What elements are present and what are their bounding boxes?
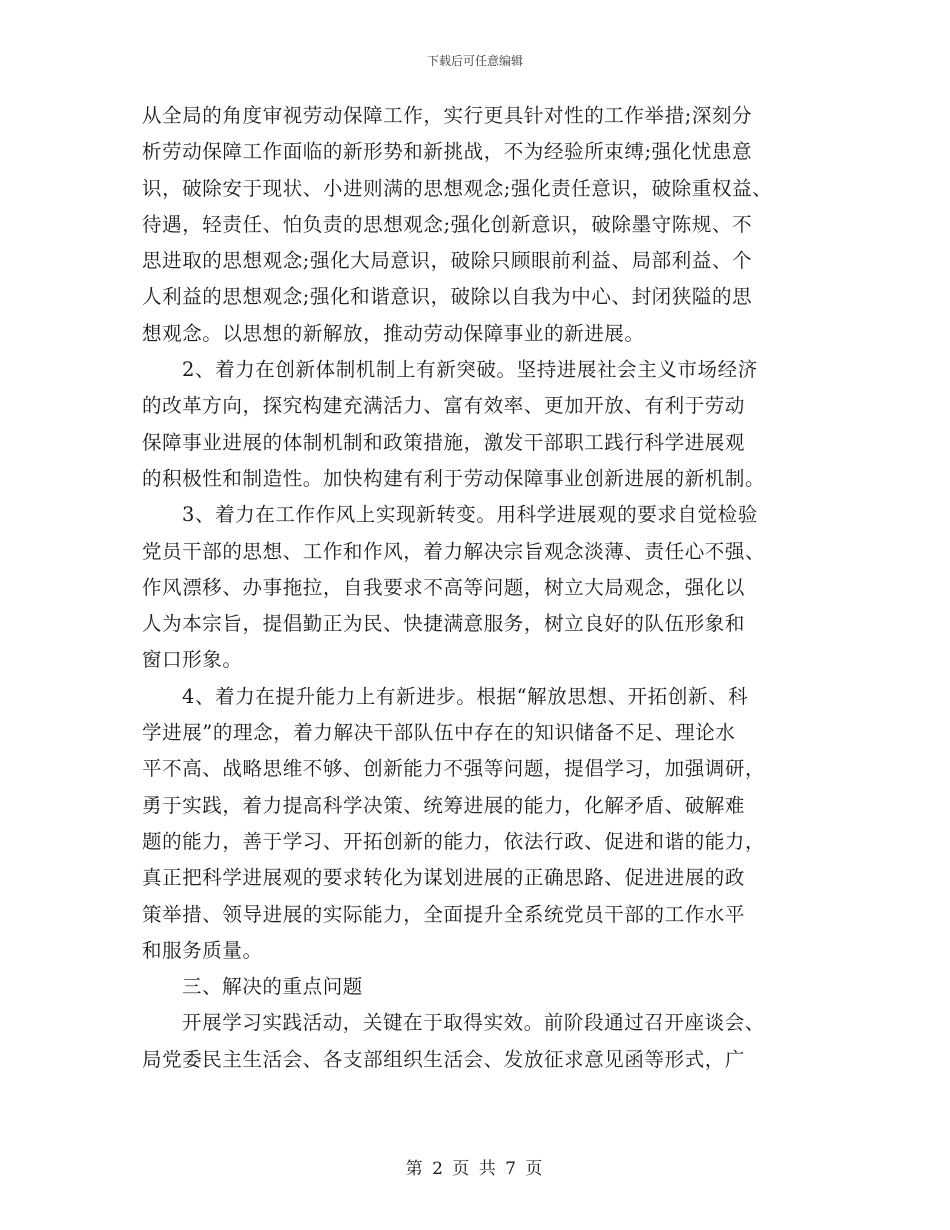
text-line: 窗口形象。 [142,648,243,672]
text-line: 作风漂移、办事拖拉，自我要求不高等问题，树立大局观念，强化以 [142,575,746,599]
text-line: 待遇，轻责任、怕负责的思想观念;强化创新意识，破除墨守陈规、不 [142,212,753,236]
text-line: 人利益的思想观念;强化和谐意识，破除以自我为中心、封闭狭隘的思 [142,285,753,309]
text-line: 策举措、领导进展的实际能力，全面提升全系统党员干部的工作水平 [142,902,746,926]
text-line: 人为本宗旨，提倡勤正为民、快捷满意服务，树立良好的队伍形象和 [142,612,746,636]
text-line: 三、解决的重点问题 [182,975,363,999]
text-line: 题的能力，善于学习、开拓创新的能力，依法行政、促进和谐的能力， [142,829,766,853]
text-line: 的积极性和制造性。加快构建有利于劳动保障事业创新进展的新机制。 [142,466,766,490]
text-line: 析劳动保障工作面临的新形势和新挑战，不为经验所束缚;强化忧患意 [142,140,753,164]
text-line: 保障事业进展的体制机制和政策措施，激发干部职工践行科学进展观 [142,430,746,454]
text-line: 勇于实践，着力提高科学决策、统筹进展的能力，化解矛盾、破解难 [142,793,746,817]
text-line: 和服务质量。 [142,938,263,962]
text-line: 真正把科学进展观的要求转化为谋划进展的正确思路、促进进展的政 [142,866,746,890]
text-line: 平不高、战略思维不够、创新能力不强等问题，提倡学习，加强调研， [142,757,766,781]
document-body [142,98,822,1078]
text-line: 想观念。以思想的新解放，推动劳动保障事业的新进展。 [142,321,645,345]
text-line: 识，破除安于现状、小进则满的思想观念;强化责任意识，破除重权益、 [142,176,773,200]
text-line: 思进取的思想观念;强化大局意识，破除只顾眼前利益、局部利益、个 [142,249,753,273]
page-number-footer: 第 2 页 共 7 页 [405,1159,545,1179]
text-line: 学进展”的理念，着力解决干部队伍中存在的知识储备不足、理论水 [142,721,736,745]
text-line: 开展学习实践活动，关键在于取得实效。前阶段通过召开座谈会、 [182,1011,765,1035]
text-line: 4、着力在提升能力上有新进步。根据“解放思想、开拓创新、科 [182,684,749,708]
text-line: 的改革方向，探究构建充满活力、富有效率、更加开放、有利于劳动 [142,394,746,418]
text-line: 3、着力在工作作风上实现新转变。用科学进展观的要求自觉检验 [182,503,758,527]
text-line: 党员干部的思想、工作和作风，着力解决宗旨观念淡薄、责任心不强、 [142,539,766,563]
text-line: 局党委民主生活会、各支部组织生活会、发放征求意见函等形式，广 [142,1047,746,1071]
text-line: 从全局的角度审视劳动保障工作，实行更具针对性的工作举措;深刻分 [142,104,753,127]
text-line: 2、着力在创新体制机制上有新突破。坚持进展社会主义市场经济 [182,358,758,382]
header-note: 下载后可任意编辑 [426,54,523,68]
